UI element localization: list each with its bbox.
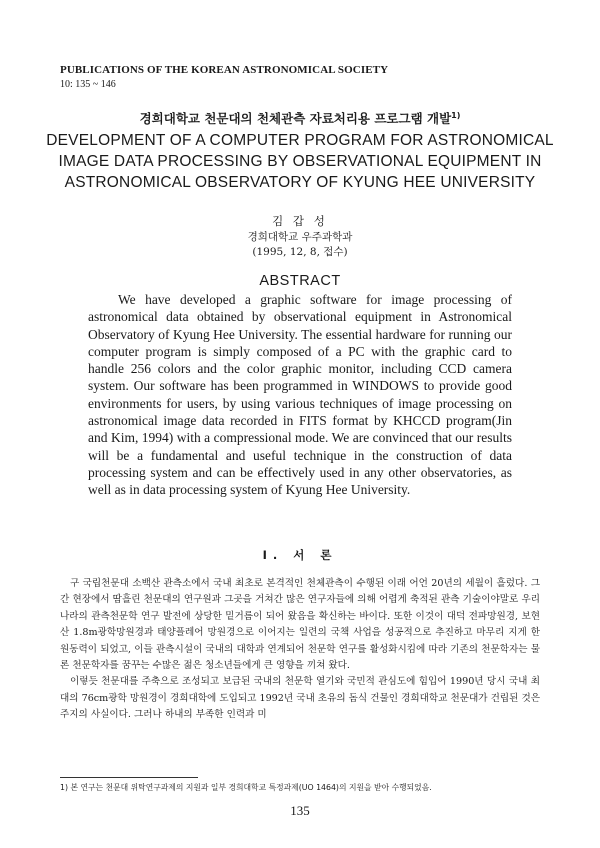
received-date: (1995, 12, 8, 접수) — [252, 246, 348, 258]
english-title: DEVELOPMENT OF A COMPUTER PROGRAM FOR ASTRONOMICAL IMAGE DATA PROCESSING BY OBSERVATIONAL EQUIPMENT IN ASTRONOMICAL OBSERVATORY OF KYUNG HEE UNIVERSITY — [46, 132, 554, 191]
title-footnote-mark: 1) — [451, 110, 461, 120]
abstract-heading: ABSTRACT — [259, 273, 341, 289]
journal-name: PUBLICATIONS OF THE KOREAN ASTRONOMICAL SOCIETY — [60, 64, 389, 76]
volume-pages: 10: 135 ~ 146 — [60, 79, 116, 90]
korean-title — [0, 109, 600, 127]
footnote: 1) 본 연구는 천문대 위탁연구과제의 지원과 일부 경희대학교 특정과제(UO 1464)의 지원을 받아 수행되었음. — [60, 783, 432, 792]
footnote-rule — [60, 777, 198, 778]
page-number: 135 — [290, 803, 310, 818]
korean-title-text: 경희대학교 천문대의 천체관측 자료처리용 프로그램 개발 — [139, 111, 452, 126]
author-name: 김 갑 성 — [272, 214, 328, 228]
abstract-text: We have developed a graphic software for image processing of astronomical data obtained by observational equipment in Astronomical Observatory of Kyung Hee University. The essential hardware for running our computer program is simply composed of a PC with the graphic card to handle 256 colors and the color graphic monitor, including CCD camera system. Our software has been programmed in WINDOWS to provide good environments for users, by using various techniques of image processing on astronomical image data recorded in FITS format by KHCCD program(Jin and Kim, 1994) with a compressional mode. We are convinced that our results will be a fundamental and useful technique in the construction of data processing system and can be effectively used in any other observatories, as well as in data processing system of Kyung Hee University. — [88, 292, 512, 498]
section-heading: I. 서 론 — [262, 548, 338, 562]
body-paragraph: 이렇듯 천문대를 주축으로 조성되고 보급된 국내의 천문학 열기와 국민적 관심도에 힘입어 1990년 당시 국내 최대의 76cm광학 망원경이 경희대학에 도입되고 1992년 국내 초유의 돔식 건물인 경희대학교 천문대가 건립된 것은 주지의 사실이다. 그러나 하내의 부족한 인력과 미 — [60, 676, 540, 721]
body-paragraph: 구 국립천문대 소백산 관측소에서 국내 최초로 본격적인 천체관측이 수행된 이래 어언 20년의 세월이 흘렀다. 그간 현장에서 땀흘린 천문대의 연구원과 그곳을 거쳐간 많은 연구자들에 의해 어렵게 축적된 관측 기술이야말로 우리 나라의 관측천문학 연구 발전에 상당한 밑거름이 되어 왔음을 확신하는 바이다. 또한 이것이 대덕 전파망원경, 보현산 1.8m광학망원경과 태양플레어 망원경으로 이어지는 일련의 국책 사업을 성공적으로 추진하고 마무리 지게 한 원동력이 되었고, 이들 관측시설이 국내의 대학과 연계되어 천문학 연구를 활성화시킴에 따라 기존의 천문학자는 물론 천문학자를 꿈꾸는 수많은 젊은 청소년들에게 큰 영향을 끼쳐 왔다. — [60, 578, 540, 672]
section-body — [60, 576, 540, 724]
author-affiliation: 경희대학교 우주과학과 — [247, 231, 353, 243]
